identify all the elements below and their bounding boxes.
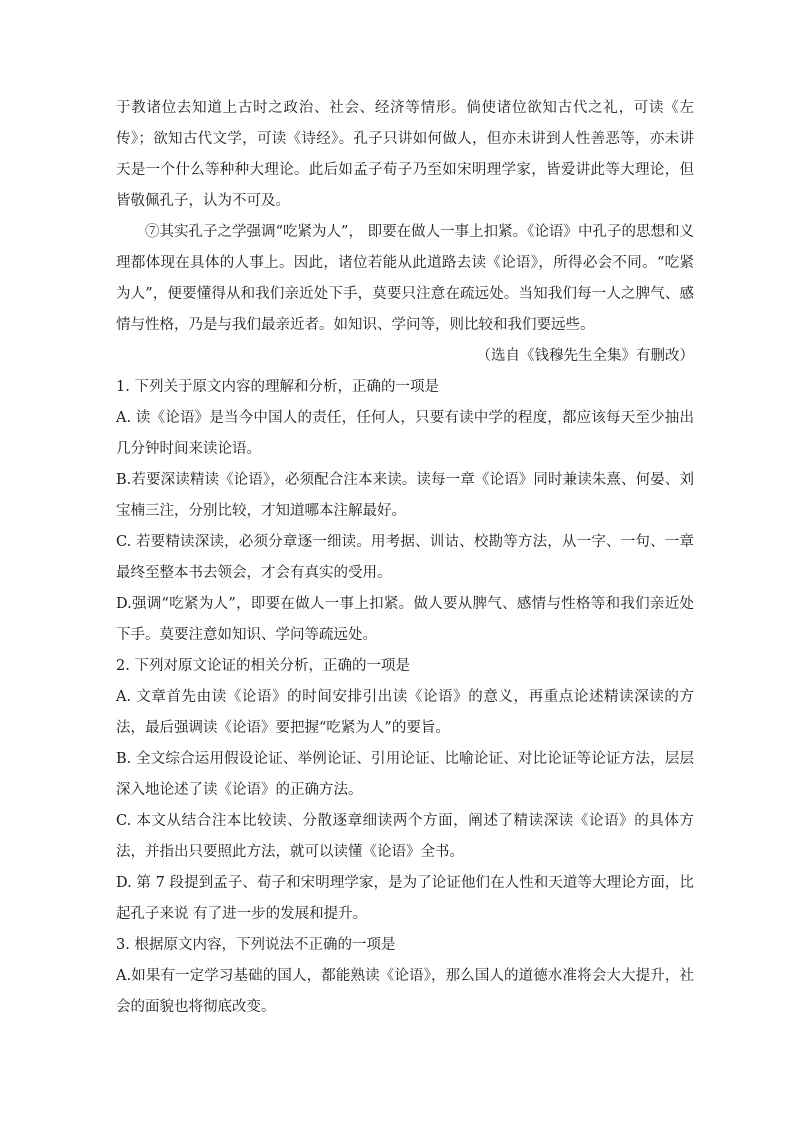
option-a: A. 文章首先由读《论语》的时间安排引出读《论语》的意义，再重点论述精读深读的方法，最后强调读《论语》要把握“吃紧为人”的要旨。 [116, 689, 694, 736]
question-1 [116, 372, 694, 651]
passage-paragraph-7: ⑦其实孔子之学强调“吃紧为人”， 即要在做人一事上扣紧。《论语》中孔子的思想和义理都体现在具体的人事上。因此，诸位若能从此道路去读《论语》，所得必会不同。“吃紧为人”，便要懂得从和我们亲近处下手，莫要只注意在疏远处。当知我们每一人之脾气、感情与性格，乃是与我们最亲近者。如知识、学问等，则比较和我们要远些。 [116, 224, 694, 333]
document-content [116, 93, 694, 1023]
question-stem: 3. 根据原文内容，下列说法不正确的一项是 [116, 937, 396, 953]
question-3 [116, 930, 694, 1023]
passage-paragraph-6-tail: 于教诸位去知道上古时之政治、社会、经济等情形。倘使诸位欲知古代之礼，可读《左传》；欲知古代文学，可读《诗经》。孔子只讲如何做人，但亦未讲到人性善恶等，亦未讲天是一个什么等种种大理论。此后如孟子荀子乃至如宋明理学家，皆爱讲此等大理论，但皆敬佩孔子，认为不可及。 [116, 100, 694, 209]
question-stem: 1. 下列关于原文内容的理解和分析，正确的一项是 [116, 379, 439, 395]
option-c: C. 若要精读深读，必须分章逐一细读。用考据、训诂、校勘等方法，从一字、一句、一章最终至整本书去领会，才会有真实的受用。 [116, 534, 694, 581]
question-stem: 2. 下列对原文论证的相关分析，正确的一项是 [116, 658, 410, 674]
question-2 [116, 651, 694, 930]
option-b: B.若要深读精读《论语》，必须配合注本来读。读每一章《论语》同时兼读朱熹、何晏、刘宝楠三注，分别比较，才知道哪本注解最好。 [116, 472, 694, 519]
passage-source: （选自《钱穆先生全集》有删改） [476, 348, 694, 364]
option-a: A. 读《论语》是当今中国人的责任，任何人，只要有读中学的程度，都应该每天至少抽出几分钟时间来读论语。 [116, 410, 694, 457]
option-d: D. 第 7 段提到孟子、荀子和宋明理学家，是为了论证他们在人性和天道等大理论方面，比起孔子来说 有了进一步的发展和提升。 [116, 875, 694, 922]
option-d: D.强调“吃紧为人”，即要在做人一事上扣紧。做人要从脾气、感情与性格等和我们亲近处下手。莫要注意如知识、学问等疏远处。 [116, 596, 694, 643]
option-c: C. 本文从结合注本比较读、分散逐章细读两个方面，阐述了精读深读《论语》的具体方法，并指出只要照此方法，就可以读懂《论语》全书。 [116, 813, 694, 860]
option-a: A.如果有一定学习基础的国人，都能熟读《论语》，那么国人的道德水准将会大大提升，社会的面貌也将彻底改变。 [116, 968, 694, 1015]
option-b: B. 全文综合运用假设论证、举例论证、引用论证、比喻论证、对比论证等论证方法，层层深入地论述了读《论语》的正确方法。 [116, 751, 694, 798]
